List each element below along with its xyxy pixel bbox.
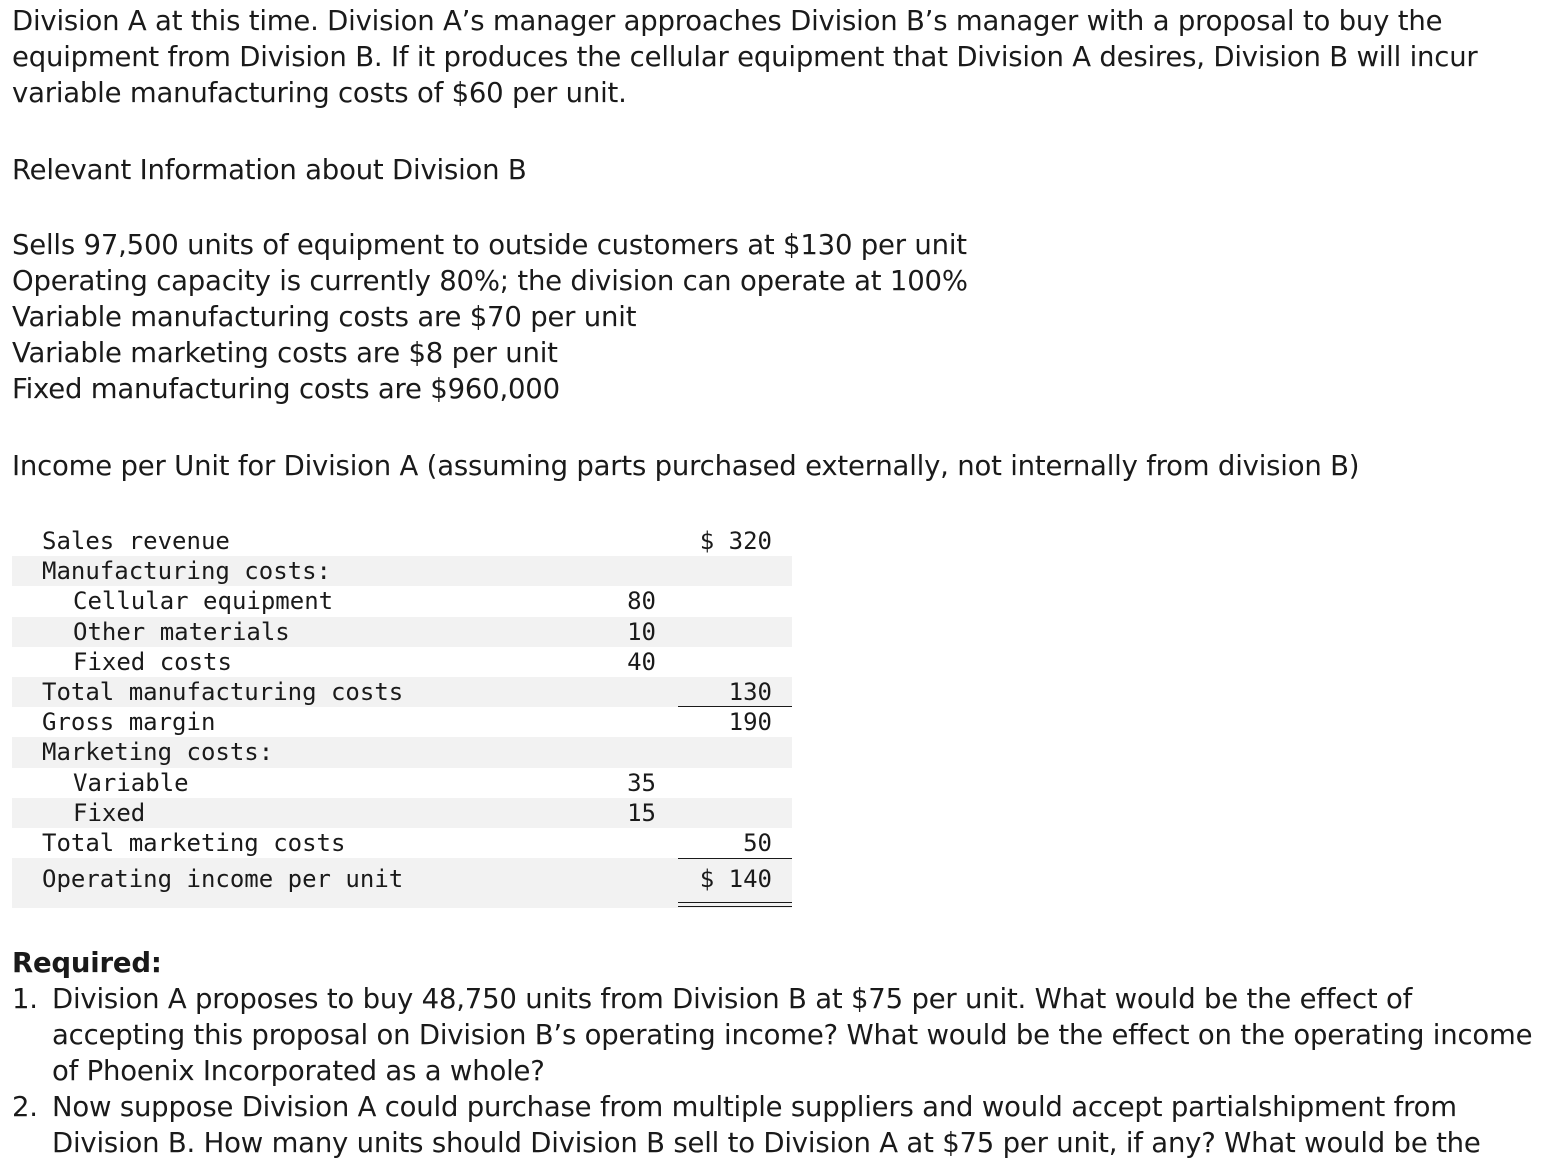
row-amount-detail: 80 [627,587,656,616]
item-text: Now suppose Division A could purchase from multiple suppliers and would accept partialshipment from Division B. How many units should Division B sell to Division A at $75 per unit, if any? What would be the [52,1091,1481,1159]
division-b-heading: Relevant Information about Division B [12,154,527,186]
subtotal-underline [678,858,792,859]
row-amount-detail: 35 [627,768,656,797]
row-amount-total: 190 [728,708,772,737]
info-item-capacity: Operating capacity is currently 80%; the division can operate at 100% [12,265,968,297]
table-row [12,768,792,798]
table-row [12,647,792,677]
row-label: Gross margin [42,708,216,737]
row-amount-detail: 15 [627,798,656,827]
table-row [12,586,792,616]
table-row [12,677,792,707]
required-item-2 [12,1089,1542,1161]
item-text: Division A proposes to buy 48,750 units from Division B at $75 per unit. What would be the effect of accepting this proposal on Division B’s operating income? What would be the effect on the operating income of Phoenix Incorporated as a whole? [52,983,1533,1087]
info-item-sales: Sells 97,500 units of equipment to outside customers at $130 per unit [12,229,967,261]
table-row [12,798,792,828]
table-row [12,617,792,647]
info-item-variable-marketing: Variable marketing costs are $8 per unit [12,337,558,369]
item-number: 2. [12,1091,38,1123]
table-row [12,526,792,556]
double-underline-top [678,902,792,903]
intro-paragraph: Division A at this time. Division A’s manager approaches Division B’s manager with a proposal to buy the equipment from Division B. If it produces the cellular equipment that Division A desires, Division B will incur variable manufacturing costs of $60 per unit. [12,5,1478,109]
item-number: 1. [12,983,38,1015]
row-amount-total: $ 140 [699,865,772,894]
row-amount-total: 50 [743,828,772,857]
row-amount-detail: 40 [627,647,656,676]
row-amount-detail: 10 [627,617,656,646]
row-label: Manufacturing costs: [42,557,331,586]
row-label: Fixed costs [73,647,232,676]
table-row [12,737,792,767]
required-section [12,945,1542,1161]
row-label: Sales revenue [42,527,230,555]
row-label: Total manufacturing costs [42,677,404,706]
info-item-variable-manufacturing: Variable manufacturing costs are $70 per unit [12,301,637,333]
info-item-fixed-manufacturing: Fixed manufacturing costs are $960,000 [12,373,560,405]
double-underline-bottom [678,906,792,907]
division-a-heading: Income per Unit for Division A (assuming parts purchased externally, not internally from division B) [12,450,1360,482]
division-b-info-list [12,227,1542,407]
required-item-1 [12,981,1542,1089]
table-row [12,707,792,737]
required-title: Required: [12,947,162,979]
row-label: Marketing costs: [42,738,274,767]
row-amount-total: 130 [728,677,772,706]
row-label: Other materials [73,617,290,646]
table-row [12,858,792,908]
row-label: Operating income per unit [42,865,404,894]
row-label: Total marketing costs [42,828,346,857]
table-row [12,556,792,586]
subtotal-underline [678,706,792,707]
table-row [12,828,792,858]
row-label: Variable [73,768,189,797]
income-statement-table [12,526,792,908]
row-amount-total: $ 320 [699,527,772,555]
row-label: Fixed [73,798,146,827]
row-label: Cellular equipment [73,587,334,616]
